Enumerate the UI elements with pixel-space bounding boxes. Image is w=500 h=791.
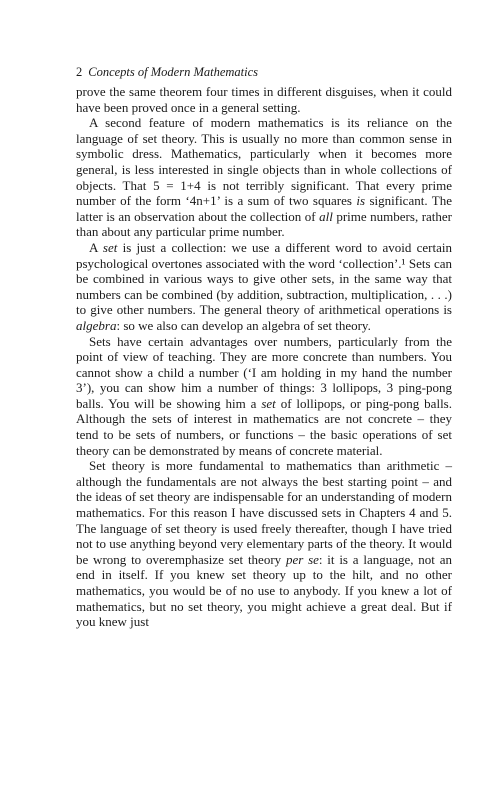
- italic-text: is: [356, 193, 366, 209]
- text-run: A second feature of modern mathematics is its reliance on the language of set theory. This is usually no more than common sense in symbolic dress. Mathematics, particularly when it becomes more general, is less interested in single objects than in whole collections of objects. That 5 = 1+4 is not terribly significant. That every prime number of the form ‘4n+1’ is a sum of two squares: [76, 115, 452, 209]
- text-run: is just a collection: we use a different word to avoid certain psychological overtones associated with the word ‘collection’.¹ Sets can be combined in various ways to give other sets, in the same way that numbers can be combined (by addition, subtraction, multiplication, . . .) to give other numbers. The general theory of arithmetical operations is: [76, 239, 452, 318]
- paragraph: [76, 115, 452, 240]
- text-run: prime numbers, rather than about any particular prime number.: [76, 208, 452, 240]
- paragraph: [76, 458, 452, 630]
- text-run: significant. The latter is an observation about the collection of: [76, 193, 452, 224]
- text-run: of lollipops, or ping-pong balls. Although the sets of interest in mathematics are not concrete – they tend to be sets of numbers, or functions – the basic operations of set theory can be demonstrated by means of concrete material.: [76, 395, 452, 458]
- paragraph: [76, 84, 452, 115]
- italic-text: set: [102, 239, 118, 255]
- book-page: [76, 64, 452, 630]
- page-number: 2: [76, 65, 83, 79]
- text-run: Sets have certain advantages over numbers, particularly from the point of view of teaching. They are more concrete than numbers. You cannot show a child a number (‘I am holding in my hand the number 3’), you can show him a number of things: 3 lollipops, 3 ping-pong balls. You will be showing him a: [76, 333, 452, 411]
- book-title: Concepts of Modern Mathematics: [88, 65, 259, 79]
- text-run: : it is a language, not an end in itself. If you knew set theory up to the hilt, and no other mathematics, you would be of no use to anybody. If you knew a lot of mathematics, but no set theory, you might achieve a great deal. But if you knew just: [76, 551, 452, 630]
- italic-text: per se: [285, 551, 319, 567]
- running-head: [76, 64, 452, 80]
- text-run: Set theory is more fundamental to mathematics than arithmetic – although the fundamentals are not always the best starting point – and the ideas of set theory are indispensable for an understanding of modern mathematics. For this reason I have discussed sets in Chapters 4 and 5. The language of set theory is used freely thereafter, though I have tried not to use anything beyond very elementary parts of the theory. It would be wrong to overemphasize set theory: [76, 458, 452, 567]
- italic-text: set: [261, 395, 276, 411]
- text-run: : so we also can develop an algebra of set theory.: [116, 317, 371, 333]
- paragraph: [76, 334, 452, 459]
- body-text: [76, 84, 452, 630]
- text-run: A: [89, 239, 103, 255]
- text-run: prove the same theorem four times in different disguises, when it could have been proved once in a general setting.: [76, 84, 452, 115]
- italic-text: all: [319, 208, 333, 224]
- paragraph: [76, 240, 452, 334]
- italic-text: algebra: [76, 317, 117, 333]
